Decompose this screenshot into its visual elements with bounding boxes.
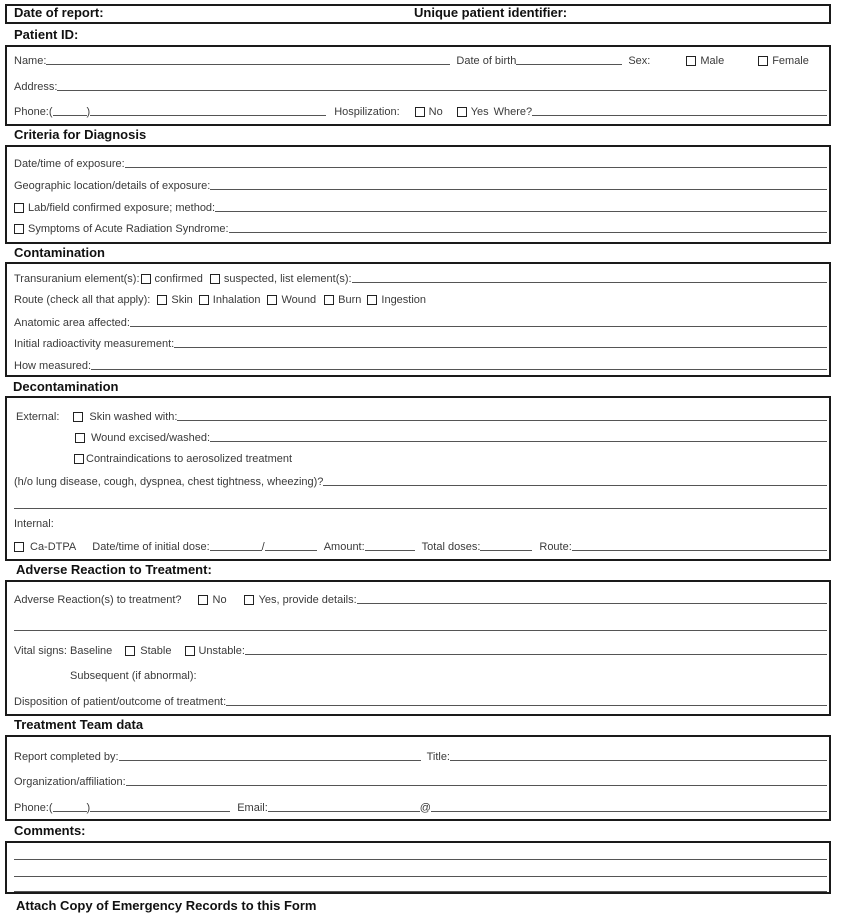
initial-dose-slash: / — [261, 541, 265, 553]
lab-confirmed-label: Lab/field confirmed exposure; method: — [28, 202, 216, 214]
history-field[interactable] — [323, 475, 827, 486]
comments-heading: Comments: — [14, 823, 86, 838]
how-measured-row — [14, 359, 827, 372]
hospitalization-no-label: No — [428, 106, 443, 118]
exposure-datetime-row — [14, 157, 827, 170]
hospitalization-no-checkbox[interactable] — [415, 107, 425, 117]
skin-washed-field[interactable] — [177, 410, 827, 421]
team-phone-paren: ) — [86, 802, 91, 814]
wound-excised-label: Wound excised/washed: — [91, 432, 211, 444]
vital-signs-label: Vital signs: Baseline — [14, 645, 113, 657]
adverse-no-label: No — [212, 594, 227, 606]
lab-confirmed-field[interactable] — [215, 201, 827, 212]
initial-measurement-row — [14, 337, 827, 350]
lab-confirmed-row — [14, 201, 827, 214]
disposition-label: Disposition of patient/outcome of treatment: — [14, 696, 227, 708]
adverse-question-label: Adverse Reaction(s) to treatment? — [14, 594, 182, 606]
internal-label: Internal: — [14, 518, 54, 530]
address-row — [14, 80, 827, 93]
completed-by-label: Report completed by: — [14, 751, 119, 763]
exposure-datetime-field[interactable] — [125, 157, 827, 168]
anatomic-field[interactable] — [130, 316, 827, 327]
adverse-heading: Adverse Reaction to Treatment: — [16, 562, 212, 577]
dob-field[interactable] — [516, 54, 622, 65]
adverse-no-checkbox[interactable] — [198, 595, 208, 605]
contraindications-checkbox[interactable] — [74, 454, 84, 464]
ca-dtpa-label: Ca-DTPA — [30, 541, 77, 553]
how-measured-label: How measured: — [14, 360, 92, 372]
phone-number-field[interactable] — [90, 105, 326, 116]
comments-line-3 — [14, 881, 827, 894]
decontamination-heading: Decontamination — [13, 379, 119, 394]
male-label: Male — [700, 55, 725, 67]
suspected-checkbox[interactable] — [210, 274, 220, 284]
dose-route-label: Route: — [539, 541, 572, 553]
hospitalization-yes-label: Yes — [470, 106, 489, 118]
skin-washed-checkbox[interactable] — [73, 412, 83, 422]
female-label: Female — [772, 55, 809, 67]
hospitalization-yes-checkbox[interactable] — [457, 107, 467, 117]
email-at: @ — [419, 802, 431, 814]
total-doses-field[interactable] — [480, 540, 532, 551]
adverse-yes-label: Yes, provide details: — [258, 594, 357, 606]
team-phone-label: Phone:( — [14, 802, 53, 814]
completed-by-row — [14, 750, 827, 763]
patient-id-heading: Patient ID: — [14, 27, 79, 42]
exposure-location-field[interactable] — [210, 179, 827, 190]
phone-paren: ) — [86, 106, 91, 118]
route-label: Route (check all that apply): — [14, 294, 151, 306]
route-ingestion-checkbox[interactable] — [367, 295, 377, 305]
route-burn-checkbox[interactable] — [324, 295, 334, 305]
adverse-details-field[interactable] — [357, 593, 827, 604]
phone-hospitalization-row — [14, 105, 827, 118]
wound-excised-field[interactable] — [210, 431, 827, 442]
contraindications-label: Contraindications to aerosolized treatment — [86, 453, 293, 465]
contraindications-row — [74, 453, 827, 465]
history-extra-row — [14, 498, 827, 511]
name-label: Name: — [14, 55, 47, 67]
unstable-label: Unstable: — [198, 645, 245, 657]
confirmed-label: confirmed — [154, 273, 203, 285]
symptoms-label: Symptoms of Acute Radiation Syndrome: — [28, 223, 229, 235]
ca-dtpa-checkbox[interactable] — [14, 542, 24, 552]
wound-excised-checkbox[interactable] — [75, 433, 85, 443]
organization-label: Organization/affiliation: — [14, 776, 126, 788]
initial-measurement-label: Initial radioactivity measurement: — [14, 338, 175, 350]
dob-label: Date of birth — [456, 55, 517, 67]
amount-field[interactable] — [365, 540, 415, 551]
exposure-location-row — [14, 179, 827, 192]
symptoms-field[interactable] — [229, 222, 827, 233]
total-doses-label: Total doses: — [421, 541, 481, 553]
unique-patient-identifier-label: Unique patient identifier: — [414, 5, 568, 20]
history-extra-field[interactable] — [14, 498, 827, 509]
wound-excised-row — [75, 431, 827, 444]
unstable-checkbox[interactable] — [185, 646, 195, 656]
date-of-report-label: Date of report: — [14, 5, 104, 20]
route-row — [14, 294, 827, 306]
adverse-extra-row — [14, 620, 827, 633]
route-ingestion-label: Ingestion — [381, 294, 427, 306]
route-wound-label: Wound — [281, 294, 317, 306]
anatomic-row — [14, 316, 827, 329]
disposition-field[interactable] — [226, 695, 827, 706]
email-user-field[interactable] — [268, 801, 420, 812]
internal-row — [14, 518, 827, 530]
initial-measurement-field[interactable] — [174, 337, 827, 348]
adverse-details-extra-field[interactable] — [14, 620, 827, 631]
where-field[interactable] — [532, 105, 827, 116]
history-label: (h/o lung disease, cough, dyspnea, chest tightness, wheezing)? — [14, 476, 324, 488]
transuranium-label: Transuranium element(s): — [14, 273, 140, 285]
title-label: Title: — [426, 751, 450, 763]
unstable-field[interactable] — [245, 644, 827, 655]
criteria-heading: Criteria for Diagnosis — [14, 127, 147, 142]
transuranium-row — [14, 272, 827, 285]
disposition-row — [14, 695, 827, 708]
route-burn-label: Burn — [338, 294, 362, 306]
team-phone-area-field[interactable] — [53, 801, 87, 812]
subsequent-row — [70, 670, 827, 682]
lab-confirmed-checkbox[interactable] — [14, 203, 24, 213]
phone-label: Phone:( — [14, 106, 53, 118]
subsequent-label: Subsequent (if abnormal): — [70, 670, 197, 682]
adverse-question-row — [14, 593, 827, 606]
contamination-heading: Contamination — [14, 245, 105, 260]
amount-label: Amount: — [323, 541, 365, 553]
name-row — [14, 54, 827, 67]
route-inhalation-checkbox[interactable] — [199, 295, 209, 305]
route-skin-checkbox[interactable] — [157, 295, 167, 305]
elements-field[interactable] — [352, 272, 827, 283]
team-heading: Treatment Team data — [14, 717, 144, 732]
ca-dtpa-row — [14, 540, 827, 553]
route-inhalation-label: Inhalation — [212, 294, 261, 306]
anatomic-label: Anatomic area affected: — [14, 317, 130, 329]
suspected-label: suspected, list element(s): — [223, 273, 352, 285]
initial-dose-time-field[interactable] — [265, 540, 317, 551]
initial-dose-label: Date/time of initial dose: — [92, 541, 210, 553]
comments-field-3[interactable] — [14, 881, 827, 892]
route-skin-label: Skin — [171, 294, 193, 306]
phone-area-code-field[interactable] — [53, 105, 87, 116]
address-field[interactable] — [57, 80, 827, 91]
completed-by-field[interactable] — [119, 750, 421, 761]
email-domain-field[interactable] — [431, 801, 827, 812]
exposure-datetime-label: Date/time of exposure: — [14, 158, 125, 170]
team-phone-row — [14, 801, 827, 814]
how-measured-field[interactable] — [91, 359, 827, 370]
route-wound-checkbox[interactable] — [267, 295, 277, 305]
title-field[interactable] — [450, 750, 827, 761]
team-phone-number-field[interactable] — [90, 801, 230, 812]
comments-field-1[interactable] — [14, 849, 827, 860]
male-checkbox[interactable] — [686, 56, 696, 66]
exposure-location-label: Geographic location/details of exposure: — [14, 180, 211, 192]
sex-label: Sex: — [628, 55, 651, 67]
symptoms-row — [14, 222, 827, 235]
organization-row — [14, 775, 827, 788]
history-row — [14, 475, 827, 488]
initial-dose-date-field[interactable] — [210, 540, 262, 551]
skin-washed-label: Skin washed with: — [89, 411, 178, 423]
comments-line-1 — [14, 849, 827, 862]
comments-field-2[interactable] — [14, 866, 827, 877]
dose-route-field[interactable] — [572, 540, 827, 551]
organization-field[interactable] — [126, 775, 827, 786]
email-label: Email: — [237, 802, 268, 814]
comments-line-2 — [14, 866, 827, 879]
external-skin-row — [16, 410, 827, 423]
female-checkbox[interactable] — [758, 56, 768, 66]
symptoms-checkbox[interactable] — [14, 224, 24, 234]
stable-checkbox[interactable] — [125, 646, 135, 656]
adverse-yes-checkbox[interactable] — [244, 595, 254, 605]
address-label: Address: — [14, 81, 58, 93]
name-field[interactable] — [46, 54, 450, 65]
where-label: Where? — [493, 106, 533, 118]
attach-records-note: Attach Copy of Emergency Records to this Form — [16, 898, 317, 913]
confirmed-checkbox[interactable] — [141, 274, 151, 284]
vital-signs-row — [14, 644, 827, 657]
stable-label: Stable — [140, 645, 172, 657]
hospitalization-label: Hospilization: — [334, 106, 400, 118]
external-label: External: — [16, 411, 60, 423]
